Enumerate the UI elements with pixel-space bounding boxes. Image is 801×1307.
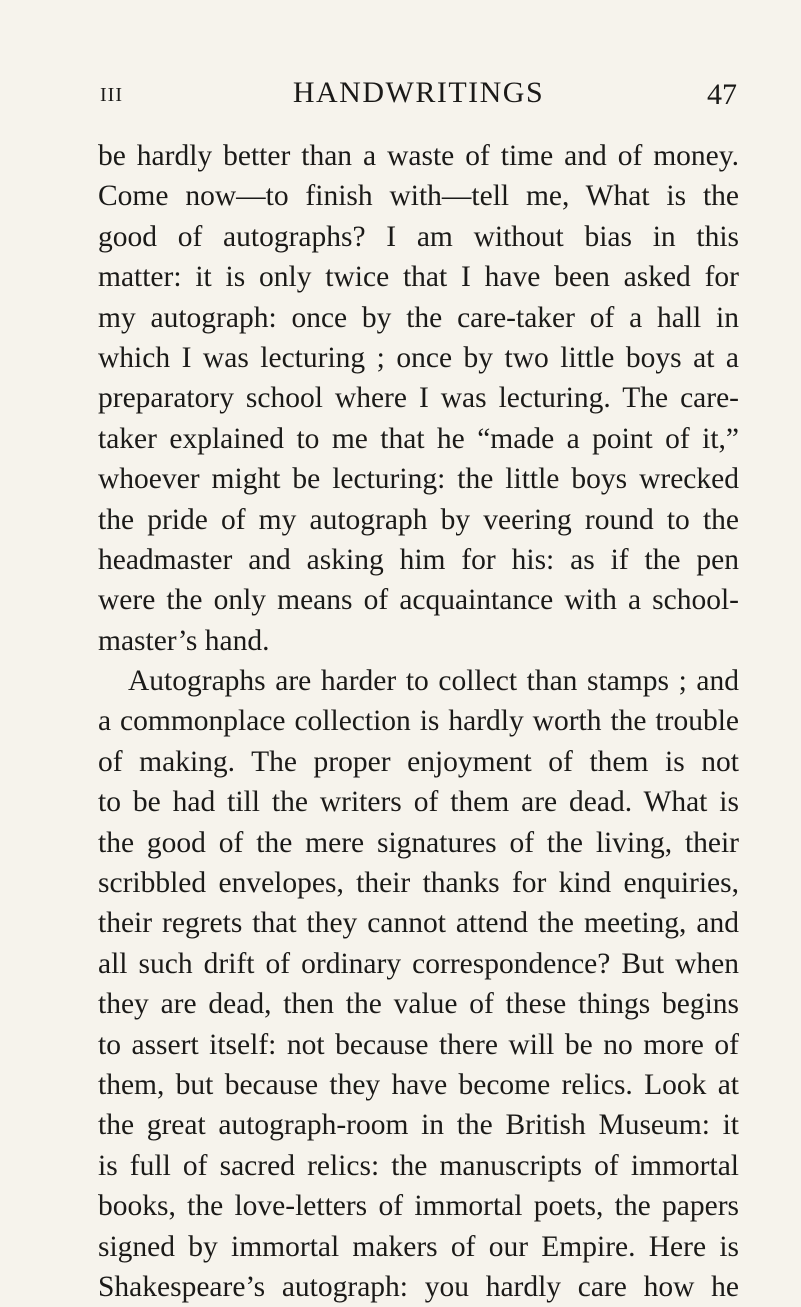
text-line: the great autograph-room in the British Museum: it [98, 1109, 739, 1142]
text-line: to be had till the writers of them are dead. What is [98, 786, 739, 819]
text-line: headmaster and asking him for his: as if the pen [98, 543, 739, 576]
text-line: preparatory school where I was lecturing. The care- [98, 382, 739, 415]
chapter-number: III [100, 84, 123, 106]
text-line: master’s hand. [98, 624, 270, 657]
text-line: them, but because they have become relics. Look at [98, 1068, 739, 1101]
text-line: they are dead, then the value of these things begins [98, 988, 739, 1021]
text-line: books, the love-letters of immortal poets, the papers [98, 1190, 739, 1223]
text-line: Autographs are harder to collect than stamps ; and [128, 665, 739, 698]
text-line: to assert itself: not because there will be no more of [98, 1028, 739, 1061]
body-text [98, 136, 739, 1307]
text-line: Shakespeare’s autograph: you hardly care how he [98, 1270, 739, 1303]
text-line: all such drift of ordinary correspondence? But when [98, 947, 739, 980]
text-line: the good of the mere signatures of the living, their [98, 826, 739, 859]
text-line: a commonplace collection is hardly worth the trouble [98, 705, 739, 738]
text-line: taker explained to me that he “made a point of it,” [98, 422, 739, 455]
text-line: good of autographs? I am without bias in this [98, 220, 739, 253]
page-number: 47 [707, 78, 737, 111]
text-line: signed by immortal makers of our Empire. Here is [98, 1230, 739, 1263]
text-line: Come now—to finish with—tell me, What is the [98, 180, 739, 213]
text-line: whoever might be lecturing: the little boys wrecked [98, 463, 739, 496]
text-line: their regrets that they cannot attend the meeting, and [98, 907, 739, 940]
text-line: my autograph: once by the care-taker of a hall in [98, 301, 739, 334]
text-line: matter: it is only twice that I have been asked for [98, 261, 739, 294]
text-line: is full of sacred relics: the manuscripts of immortal [98, 1149, 739, 1182]
running-head: HANDWRITINGS [292, 76, 545, 109]
text-line: scribbled envelopes, their thanks for kind enquiries, [98, 867, 739, 900]
text-line: be hardly better than a waste of time and of money. [98, 140, 739, 172]
text-line: were the only means of acquaintance with a school- [98, 584, 739, 617]
text-line: which I was lecturing ; once by two little boys at a [98, 341, 739, 374]
text-line: the pride of my autograph by veering round to the [98, 503, 739, 536]
page-header [96, 76, 741, 116]
text-line: of making. The proper enjoyment of them is not [98, 745, 739, 778]
